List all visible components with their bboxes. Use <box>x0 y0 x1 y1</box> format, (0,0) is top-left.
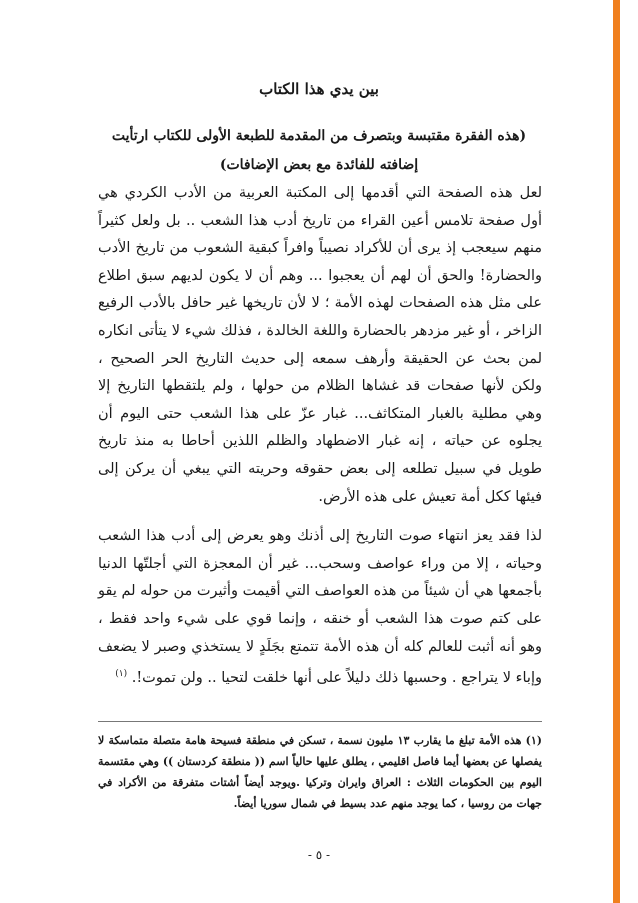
main-text <box>98 180 542 705</box>
paragraph-2-text: لذا فقد يعز انتهاء صوت التاريخ إلى أذنك وهو يعرض إلى أدب هذا الشعب وحياته ، إلا من وراء عواصف وسحب... غير أن المعجزة التي أجلتّها الدنيا بأجمعها هي أن شيئاً من هذه العواصف التي أقيمت وأثيرت من حوله لم يقو على كتم صوت هذا الشعب أو خنقه ، وإنما قوي على شيء واحد فقط ، وهو أنه أثبت للعالم كله أن هذه الأمة تتمتع بجَلَدٍ لا يستخذي وصبر لا يضعف وإباء لا يتراجع . وحسبها ذلك دليلاً على أنها خلقت لتحيا .. ولن تموت!. <box>98 528 542 686</box>
page-number: - ٥ - <box>307 848 331 862</box>
footnote-text: (١) هذه الأمة تبلغ ما يقارب ١٣ مليون نسمة ، تسكن في منطقة فسيحة هامة متصلة متماسكة لا يفصلها عن بعضها أيما فاصل اقليمي ، يطلق عليها حالياً اسم (( منطقة كردستان )) وهي مقتسمة اليوم بين الحكومات الثلاث : العراق وايران وتركيا .ويوجد أيضاً أشتات متفرقة من الأكراد في جهات من روسيا ، كما يوجد منهم عدد بسيط في شمال سوريا أيضاً. <box>98 734 542 810</box>
paragraph-2 <box>98 523 542 692</box>
footnote-reference[interactable]: (١) <box>115 669 128 680</box>
paragraph-1 <box>98 180 542 511</box>
footnote-separator <box>98 721 542 722</box>
page-title: بين يدي هذا الكتاب <box>259 80 379 98</box>
paragraph-1-text: لعل هذه الصفحة التي أقدمها إلى المكتبة العربية من الأدب الكردي هي أول صفحة تلامس أعين القراء من تاريخ أدب هذا الشعب .. بل ولعل كثيراً منهم سيعجب إذ يرى أن للأكراد نصيباً وافراً كبقية الشعوب من تاريخ الأدب والحضارة! والحق أن لهم أن يعجبوا ... وهم أن لا يكون لديهم سبق اطلاع على مثل هذه الصفحات لهذه الأمة ؛ لا لأن تاريخها غير حافل بالأدب الرفيع الزاخر ، أو غير مزدهر بالحضارة واللغة الخالدة ، فذلك شيء لا يتأتى انكاره لمن بحث عن الحقيقة وأرهف سمعه إلى حديث التاريخ الحر الصحيح ، ولكن لأنها صفحات قد غشاها الظلام من حولها ، ولم يلتقطها التاريخ إلا وهي مطلية بالغبار المتكاثف... غبار عزّ على هذا الشعب حتى اليوم أن يجلوه عن حياته ، إنه غبار الاضطهاد والظلم اللذين أحاطا به منذ تاريخ طويل في سبيل تطلعه إلى بعض حقوقه وحريته التي يبغي أن يركن إلى فيئها ككل أمة تعيش على هذه الأرض. <box>98 185 542 505</box>
page-subtitle-note: (هذه الفقرة مقتبسة وبتصرف من المقدمة للطبعة الأولى للكتاب ارتأيت إضافته للفائدة مع بعض الإضافات) <box>111 128 527 173</box>
